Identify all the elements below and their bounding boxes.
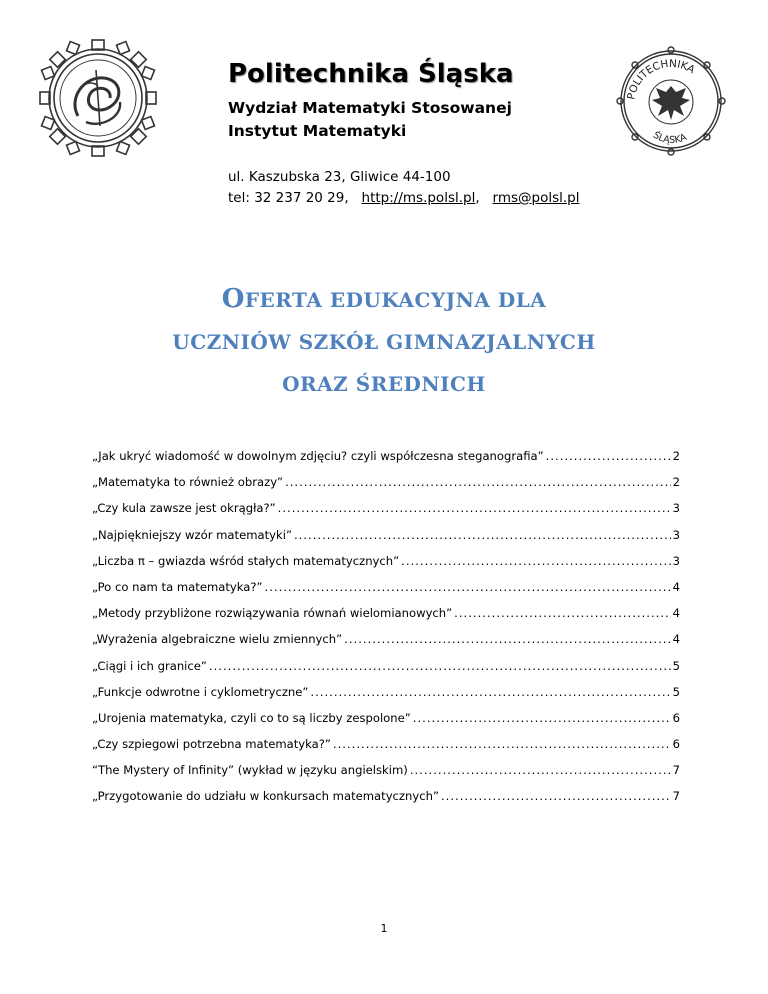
toc-entry-title: „Matematyka to również obrazy” <box>92 475 284 490</box>
seal-bottom-text: ŚLĄSKA <box>650 129 689 146</box>
toc-page-number: 4 <box>672 579 680 594</box>
phone-number: tel: 32 237 20 29, <box>228 190 349 206</box>
title-line-3: ORAZ ŚREDNICH <box>282 372 486 396</box>
website-link[interactable]: http://ms.polsl.pl <box>361 190 476 206</box>
toc-dot-leader <box>344 632 670 646</box>
toc-entry[interactable] <box>92 528 680 554</box>
toc-dot-leader <box>413 711 671 725</box>
toc-entry-title: „Po co nam ta matematyka?” <box>92 579 263 594</box>
title-line-1 <box>0 278 768 321</box>
toc-entry[interactable] <box>92 554 680 580</box>
toc-entry[interactable] <box>92 580 680 606</box>
toc-page-number: 3 <box>672 501 680 516</box>
toc-dot-leader <box>209 659 671 673</box>
toc-entry[interactable] <box>92 737 680 763</box>
toc-entry-title: „Przygotowanie do udziału w konkursach matematycznych” <box>92 789 439 804</box>
institute-name: Instytut Matematyki <box>228 122 407 140</box>
toc-entry[interactable] <box>92 475 680 501</box>
title-initial: O <box>221 284 245 314</box>
toc-page-number: 5 <box>672 684 680 699</box>
faculty-name: Wydział Matematyki Stosowanej <box>228 99 512 117</box>
toc-dot-leader <box>546 449 671 463</box>
toc-dot-leader <box>294 528 671 542</box>
toc-dot-leader <box>454 606 670 620</box>
toc-entry[interactable] <box>92 501 680 527</box>
toc-dot-leader <box>401 554 670 568</box>
contact-block <box>228 167 580 209</box>
toc-entry-title: „Najpiękniejszy wzór matematyki” <box>92 527 292 542</box>
toc-entry[interactable] <box>92 711 680 737</box>
toc-dot-leader <box>278 501 671 515</box>
toc-page-number: 2 <box>672 449 680 463</box>
toc-dot-leader <box>410 763 671 777</box>
toc-page-number: 6 <box>672 710 680 725</box>
toc-page-number: 2 <box>672 475 680 490</box>
street-address: ul. Kaszubska 23, Gliwice 44-100 <box>228 169 451 185</box>
title-line-1-rest: FERTA EDUKACYJNA DLA <box>244 288 547 312</box>
toc-entry-title: „Wyrażenia algebraiczne wielu zmiennych” <box>92 632 343 647</box>
toc-dot-leader <box>441 789 671 803</box>
toc-page-number: 5 <box>672 658 680 673</box>
toc-entry-title: „Liczba π – gwiazda wśród stałych matematycznych” <box>92 553 400 568</box>
toc-entry-title: „Metody przybliżone rozwiązywania równań wielomianowych” <box>92 606 453 621</box>
separator: , <box>475 190 480 206</box>
title-line-2: UCZNIÓW SZKÓŁ GIMNAZJALNYCH <box>172 330 596 354</box>
toc-page-number: 7 <box>672 763 680 778</box>
toc-page-number: 3 <box>672 553 680 568</box>
toc-entry[interactable] <box>92 449 680 475</box>
toc-dot-leader <box>265 580 671 594</box>
contact-line <box>228 188 580 209</box>
toc-entry[interactable] <box>92 685 680 711</box>
table-of-contents <box>92 449 680 816</box>
toc-entry[interactable] <box>92 606 680 632</box>
toc-dot-leader <box>285 475 671 489</box>
toc-entry[interactable] <box>92 763 680 789</box>
toc-entry[interactable] <box>92 789 680 815</box>
toc-page-number: 3 <box>672 527 680 542</box>
toc-page-number: 7 <box>672 789 680 804</box>
toc-dot-leader <box>333 737 671 751</box>
toc-entry[interactable] <box>92 632 680 658</box>
toc-page-number: 4 <box>672 632 680 647</box>
footer-page-number: 1 <box>380 922 388 935</box>
toc-entry-title: „Funkcje odwrotne i cyklometryczne” <box>92 684 309 699</box>
toc-page-number: 4 <box>672 606 680 621</box>
toc-entry-title: „Czy szpiegowi potrzebna matematyka?” <box>92 737 331 752</box>
university-name: Politechnika Śląska <box>228 59 514 89</box>
toc-entry-title: „Jak ukryć wiadomość w dowolnym zdjęciu? czyli współczesna steganografia” <box>92 449 544 463</box>
email-link[interactable]: rms@polsl.pl <box>492 190 580 206</box>
toc-entry[interactable] <box>92 659 680 685</box>
faculty-gear-logo <box>38 38 158 158</box>
toc-page-number: 6 <box>672 737 680 752</box>
toc-dot-leader <box>310 685 670 699</box>
toc-entry-title: „Ciągi i ich granice” <box>92 658 207 673</box>
header-block <box>228 58 648 142</box>
document-title <box>0 278 768 405</box>
toc-entry-title: „Urojenia matematyka, czyli co to są liczby zespolone” <box>92 710 411 725</box>
toc-entry-title: “The Mystery of Infinity” (wykład w języku angielskim) <box>92 763 408 778</box>
seal-top-text: POLITECHNIKA <box>625 57 697 101</box>
toc-entry-title: „Czy kula zawsze jest okrągła?” <box>92 501 276 516</box>
